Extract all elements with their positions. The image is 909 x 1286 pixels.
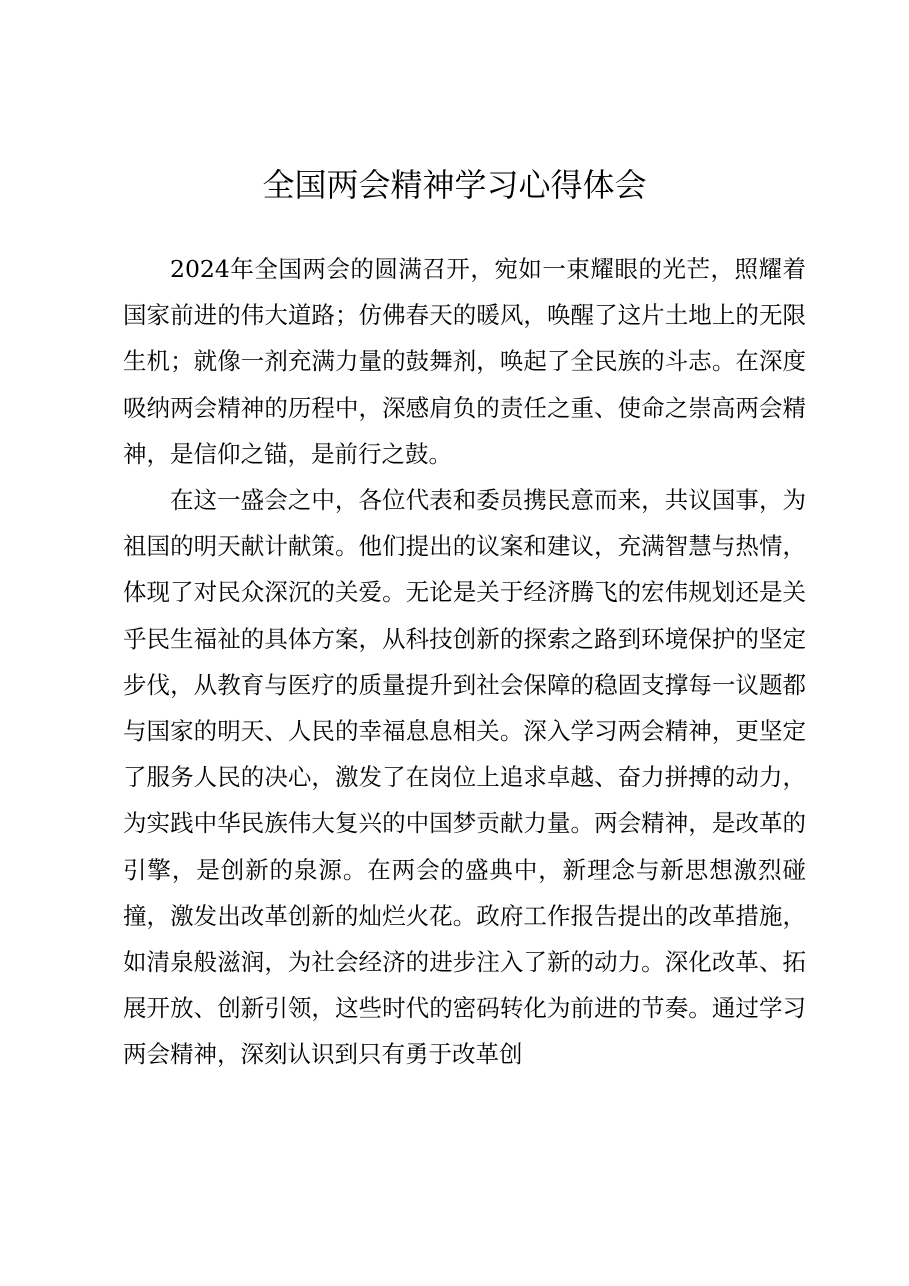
document-body <box>123 246 806 1078</box>
paragraph-2: 在这一盛会之中，各位代表和委员携民意而来，共议国事，为祖国的明天献计献策。他们提出的议案和建议，充满智慧与热情，体现了对民众深沉的关爱。无论是关于经济腾飞的宏伟规划还是关乎民生福祉的具体方案，从科技创新的探索之路到环境保护的坚定步伐，从教育与医疗的质量提升到社会保障的稳固支撑每一议题都与国家的明天、人民的幸福息息相关。深入学习两会精神，更坚定了服务人民的决心，激发了在岗位上追求卓越、奋力拼搏的动力，为实践中华民族伟大复兴的中国梦贡献力量。两会精神，是改革的引擎，是创新的泉源。在两会的盛典中，新理念与新思想激烈碰撞，激发出改革创新的灿烂火花。政府工作报告提出的改革措施，如清泉般滋润，为社会经济的进步注入了新的动力。深化改革、拓展开放、创新引领，这些时代的密码转化为前进的节奏。通过学习两会精神，深刻认识到只有勇于改革创 <box>123 486 806 1069</box>
document-title: 全国两会精神学习心得体会 <box>262 166 647 204</box>
paragraph-1: 2024年全国两会的圆满召开，宛如一束耀眼的光芒，照耀着国家前进的伟大道路；仿佛春天的暖风，唤醒了这片土地上的无限生机；就像一剂充满力量的鼓舞剂，唤起了全民族的斗志。在深度吸纳两会精神的历程中，深感肩负的责任之重、使命之崇高两会精神，是信仰之锚，是前行之鼓。 <box>123 255 806 468</box>
